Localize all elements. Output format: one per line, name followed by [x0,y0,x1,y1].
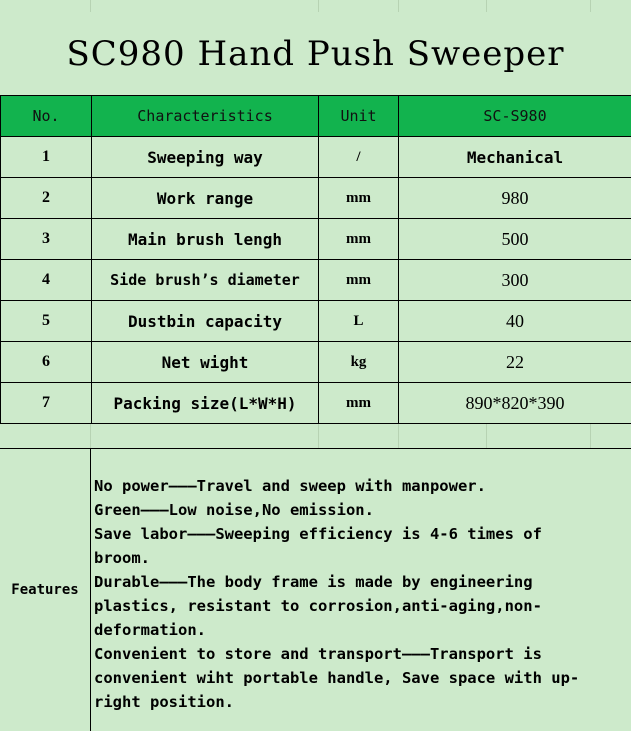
table-row [1,260,631,301]
header-no: No. [1,96,92,137]
row-unit: mm [319,260,399,301]
header-characteristics: Characteristics [92,96,319,137]
table-row [1,301,631,342]
feature-line: convenient wiht portable handle, Save space with up- [94,669,580,687]
table-row [1,383,631,424]
spec-table [0,95,631,424]
features-section [0,448,631,731]
row-unit: mm [319,178,399,219]
row-characteristic: Work range [92,178,319,219]
row-value: 980 [399,178,631,219]
row-unit: kg [319,342,399,383]
row-value: 500 [399,219,631,260]
table-header-row [1,96,631,137]
row-number: 1 [1,137,92,178]
feature-line: deformation. [94,621,206,639]
feature-line: Save labor———Sweeping efficiency is 4-6 times of [94,525,542,543]
table-row [1,137,631,178]
row-value: 300 [399,260,631,301]
row-unit: mm [319,219,399,260]
header-model: SC-S980 [399,96,631,137]
row-characteristic: Net wight [92,342,319,383]
row-number: 6 [1,342,92,383]
table-row [1,178,631,219]
row-characteristic: Dustbin capacity [92,301,319,342]
row-characteristic: Side brush’s diameter [92,260,319,301]
feature-line: plastics, resistant to corrosion,anti-aging,non- [94,597,542,615]
row-number: 4 [1,260,92,301]
row-unit: mm [319,383,399,424]
table-row [1,219,631,260]
feature-line: broom. [94,549,150,567]
row-number: 2 [1,178,92,219]
spacer-row [0,424,631,449]
row-value: 22 [399,342,631,383]
table-row [1,342,631,383]
row-unit: L [319,301,399,342]
gridlines [0,0,631,12]
row-number: 3 [1,219,92,260]
feature-line: No power———Travel and sweep with manpower. [94,477,486,495]
row-number: 7 [1,383,92,424]
feature-line: Durable———The body frame is made by engineering [94,573,533,591]
feature-line: Green———Low noise,No emission. [94,501,374,519]
row-value: 890*820*390 [399,383,631,424]
row-characteristic: Sweeping way [92,137,319,178]
row-unit: / [319,137,399,178]
row-value: Mechanical [399,137,631,178]
row-characteristic: Main brush lengh [92,219,319,260]
feature-line: Convenient to store and transport———Transport is [94,645,542,663]
features-label: Features [0,448,91,731]
row-number: 5 [1,301,92,342]
row-value: 40 [399,301,631,342]
row-characteristic: Packing size(L*W*H) [92,383,319,424]
page-title: SC980 Hand Push Sweeper [66,34,565,74]
feature-line: right position. [94,693,234,711]
header-unit: Unit [319,96,399,137]
features-text [94,474,628,714]
